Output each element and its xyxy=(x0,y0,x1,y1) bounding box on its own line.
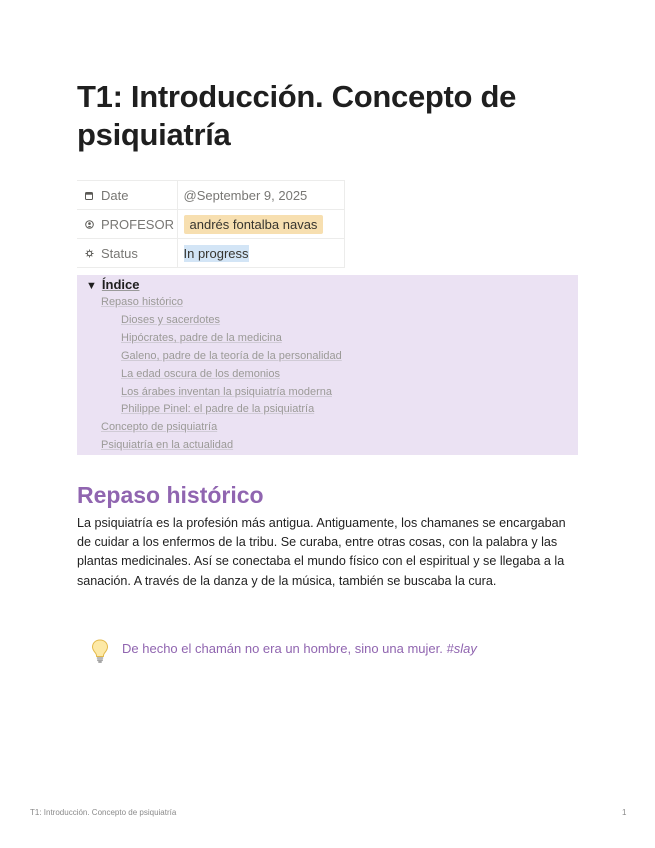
property-key: Status xyxy=(77,239,177,268)
property-row-status[interactable] xyxy=(77,239,344,268)
status-badge[interactable]: In progress xyxy=(183,245,249,261)
property-row-date[interactable] xyxy=(77,181,344,210)
toc-link[interactable]: Repaso histórico xyxy=(101,296,183,308)
section-heading: Repaso histórico xyxy=(77,482,264,508)
body-paragraph: La psiquiatría es la profesión más antigua. Antiguamente, los chamanes se encargaban de cuidar a los enfermos de la tribu. Se curaba, entre otras cosas, con la palabra y las plantas medicinales. Así se conectaba el mundo físico con el espiritual y se llegaba a la sanación. A través de la danza y de la música, también se buscaba la cura. xyxy=(77,516,566,588)
toc-link[interactable]: Psiquiatría en la actualidad xyxy=(101,439,234,451)
professor-tag[interactable]: andrés fontalba navas xyxy=(184,215,324,234)
toc-link[interactable]: Philippe Pinel: el padre de la psiquiatría xyxy=(121,403,315,415)
triangle-down-icon[interactable]: ▼ xyxy=(86,280,97,292)
footer-title: T1: Introducción. Concepto de psiquiatría xyxy=(30,808,177,817)
page-number: 1 xyxy=(622,808,627,817)
callout-emphasis: #slay xyxy=(446,641,477,656)
toc-link[interactable]: Dioses y sacerdotes xyxy=(121,314,221,326)
property-value-date[interactable]: @September 9, 2025 xyxy=(177,181,344,210)
person-icon xyxy=(85,220,95,232)
toggle-header[interactable] xyxy=(86,277,139,292)
toc-link[interactable]: Hipócrates, padre de la medicina xyxy=(121,332,282,344)
toc-link[interactable]: Los árabes inventan la psiquiatría moderna xyxy=(121,386,332,398)
calendar-icon xyxy=(85,191,95,203)
property-key: PROFESOR xyxy=(77,210,177,239)
status-icon xyxy=(85,249,95,261)
toggle-block-indice xyxy=(77,275,578,455)
lightbulb-icon xyxy=(89,638,111,664)
toc-link[interactable]: La edad oscura de los demonios xyxy=(121,368,280,380)
property-row-profesor[interactable] xyxy=(77,210,344,239)
toggle-label: Índice xyxy=(101,277,140,292)
callout-text: De hecho el chamán no era un hombre, sino una mujer. #slay xyxy=(122,641,477,656)
properties-table xyxy=(77,180,345,268)
toc-link[interactable]: Concepto de psiquiatría xyxy=(101,421,218,433)
page-title: T1: Introducción. Concepto de psiquiatría xyxy=(77,79,517,152)
toc-link[interactable]: Galeno, padre de la teoría de la personalidad xyxy=(121,350,342,362)
property-key: Date xyxy=(77,181,177,210)
